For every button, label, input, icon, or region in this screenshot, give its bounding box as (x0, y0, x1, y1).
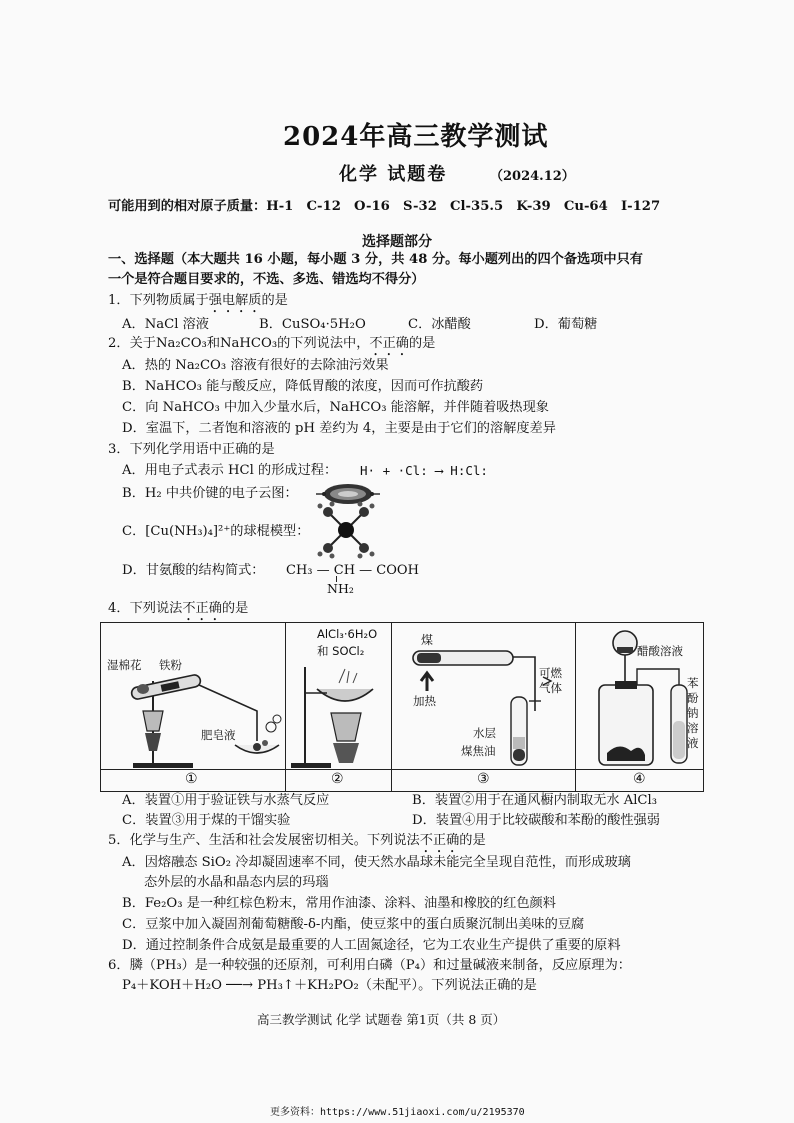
q3-option-a-formula: H· + ·Cl: ⟶ H:Cl: (360, 463, 488, 478)
q1-stem-pre: 1．下列物质属于 (108, 293, 209, 308)
q2-option-a: A．热的 Na₂CO₃ 溶液有很好的去除油污效果 (122, 358, 389, 373)
q3-option-b: B．H₂ 中共价键的电子云图： (122, 486, 298, 501)
apparatus-3-icon (407, 641, 547, 769)
q2-option-c: C．向 NaHCO₃ 中加入少量水后，NaHCO₃ 能溶解，并伴随着吸热现象 (122, 400, 549, 415)
q3-option-d: D．甘氨酸的结构简式： (122, 563, 265, 578)
q5-option-b: B．Fe₂O₃ 是一种红棕色粉末，常用作油漆、涂料、油墨和橡胶的红色颜料 (122, 896, 556, 911)
q4-option-b: B．装置②用于在通风橱内制取无水 AlCl₃ (412, 793, 658, 808)
q1-option-b: B．CuSO₄·5H₂O (259, 317, 366, 332)
q2-stem-emphasis: 不正确 (369, 336, 409, 351)
q1-stem (108, 291, 288, 316)
panel-divider (575, 623, 576, 791)
p3-label-water-layer: 水层 (473, 726, 496, 740)
panel-number-2: ② (331, 771, 344, 787)
section-heading: 选择题部分 (362, 234, 432, 250)
p3-label-coal-tar: 煤焦油 (461, 744, 496, 758)
section-intro-line2: 一个是符合题目要求的，不选、多选、错选均不得分） (108, 272, 425, 287)
q5-option-a-line2: 态外层的水晶和晶态内层的玛瑙 (144, 875, 329, 890)
q6-stem-line1: 6．膦（PH₃）是一种较强的还原剂，可利用白磷（P₄）和过量碱液来制备，反应原理为： (108, 958, 631, 973)
page-footer: 高三教学测试 化学 试题卷 第1页（共 8 页） (257, 1012, 506, 1027)
ball-stick-model-icon (316, 502, 376, 558)
p3-label-gas: 气体 (539, 681, 562, 695)
q4-stem-emphasis: 不正确 (182, 601, 222, 616)
q2-option-d: D．室温下，二者饱和溶液的 pH 差约为 4，主要是由于它们的溶解度差异 (122, 421, 556, 436)
glycine-bond-line (336, 576, 338, 582)
q4-option-a: A．装置①用于验证铁与水蒸气反应 (122, 793, 330, 808)
apparatus-figure (100, 622, 704, 792)
q2-stem-post: 的是 (408, 336, 436, 351)
p4-label-phenolate-4: 溶 (687, 721, 699, 735)
q1-option-a: A．NaCl 溶液 (122, 317, 209, 332)
p1-label-wet-cotton: 湿棉花 (107, 658, 142, 672)
q5-stem-post: 的是 (459, 833, 486, 848)
p4-label-phenolate-5: 液 (687, 736, 699, 750)
q4-stem (108, 599, 248, 624)
panel-divider (391, 623, 392, 791)
p1-label-iron-powder: 铁粉 (159, 658, 182, 672)
p1-label-soap-solution: 肥皂液 (201, 728, 236, 742)
q1-stem-emphasis: 强电解质 (208, 293, 262, 308)
q6-stem-line2: P₄＋KOH＋H₂O ──→ PH₃↑＋KH₂PO₂（未配平）。下列说法正确的是 (122, 978, 537, 993)
q1-option-d: D．葡萄糖 (534, 317, 598, 332)
section-intro-line1: 一、选择题（本大题共 16 小题，每小题 3 分，共 48 分。每小题列出的四个备选项中只有 (108, 252, 643, 267)
p3-label-flammable: 可燃 (539, 666, 562, 680)
p3-label-heat: 加热 (413, 694, 436, 708)
p4-label-acetic-acid: 醋酸溶液 (637, 644, 683, 658)
panel-number-4: ④ (633, 771, 646, 787)
q5-option-c: C．豆浆中加入凝固剂葡萄糖酸-δ-内酯，使豆浆中的蛋白质聚沉制出美味的豆腐 (122, 917, 585, 932)
q1-stem-post: 的是 (261, 293, 288, 308)
q3-stem: 3．下列化学用语中正确的是 (108, 442, 275, 457)
apparatus-4-icon (579, 625, 701, 769)
q2-option-b: B．NaHCO₃ 能与酸反应，降低胃酸的浓度，因而可作抗酸药 (122, 379, 484, 394)
p2-label-alcl3: AlCl₃·6H₂O (317, 627, 378, 641)
q4-option-c: C．装置③用于煤的干馏实验 (122, 813, 291, 828)
q5-option-a-line1: A．因熔融态 SiO₂ 冷却凝固速率不同，使天然水晶球未能完全呈现自范性，而形成玻璃 (122, 855, 631, 870)
p4-label-phenolate-1: 苯 (687, 676, 699, 690)
exam-subtitle: 化学 试题卷 (339, 164, 448, 185)
q2-stem-pre: 2．关于Na₂CO₃和NaHCO₃的下列说法中， (108, 336, 370, 351)
q4-stem-post: 的是 (221, 601, 249, 616)
q1-option-c: C．冰醋酸 (408, 317, 471, 332)
atomic-masses: 可能用到的相对原子质量：H-1 C-12 O-16 S-32 Cl-35.5 K-39 Cu-64 I-127 (108, 199, 661, 214)
apparatus-1-icon (107, 671, 283, 769)
panel-number-3: ③ (477, 771, 490, 787)
p4-label-phenolate-3: 钠 (687, 706, 699, 720)
panel-number-1: ① (185, 771, 198, 787)
p3-label-coal: 煤 (421, 633, 434, 647)
p4-label-phenolate-2: 酚 (687, 691, 699, 705)
source-link[interactable]: 更多资料：https://www.51jiaoxi.com/u/2195370 (270, 1107, 525, 1118)
apparatus-2-icon (287, 663, 391, 769)
exam-title: 2024年高三教学测试 (283, 122, 549, 152)
p2-label-socl2: 和 SOCl₂ (317, 644, 365, 658)
q3-option-d-formula-top: CH₃ — CH — COOH (286, 563, 419, 578)
q5-stem-pre: 5．化学与生产、生活和社会发展密切相关。下列说法 (108, 833, 420, 848)
q4-option-d: D．装置④用于比较碳酸和苯酚的酸性强弱 (412, 813, 660, 828)
q3-option-c: C．[Cu(NH₃)₄]²⁺的球棍模型： (122, 524, 310, 539)
q4-stem-pre: 4．下列说法 (108, 601, 183, 616)
q3-option-a: A．用电子式表示 HCl 的形成过程： (122, 463, 338, 478)
panel-divider (285, 623, 286, 791)
q3-option-d-formula-bottom: NH₂ (327, 581, 354, 596)
q5-stem-emphasis: 不正确 (419, 833, 460, 848)
q5-option-d: D．通过控制条件合成氨是最重要的人工固氮途径，它为工农业生产提供了重要的原料 (122, 938, 621, 953)
exam-date: （2024.12） (490, 169, 575, 184)
